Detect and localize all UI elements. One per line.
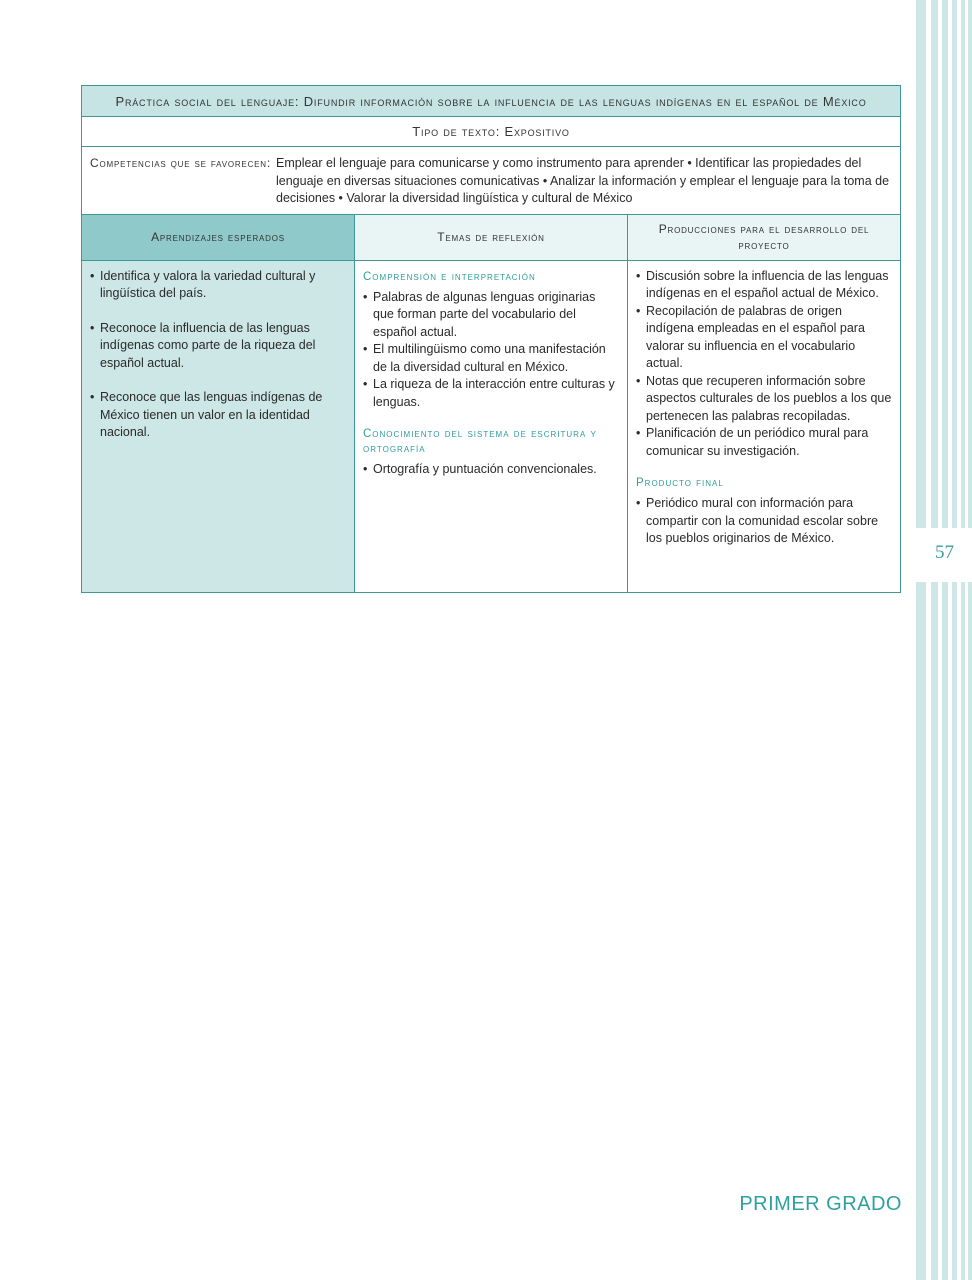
list-item: • Discusión sobre la influencia de las lenguas indígenas en el español actual de México.	[636, 268, 892, 303]
temas-list	[363, 461, 619, 479]
list-item: • Periódico mural con información para compartir con la comunidad escolar sobre los pueblos originarios de México.	[636, 495, 892, 548]
competencias-text: Emplear el lenguaje para comunicarse y como instrumento para aprender • Identificar las propiedades del lenguaje en diversas situaciones comunicativas • Analizar la información y emplear el lenguaje para la toma de decisiones • Valorar la diversidad lingüística y cultural de México	[276, 156, 890, 205]
section-title: Producto final	[636, 477, 724, 489]
producciones-column	[628, 215, 900, 592]
list-item: • Palabras de algunas lenguas originarias que forman parte del vocabulario del español actual.	[363, 289, 619, 342]
social-practice-title: Práctica social del lenguaje: Difundir información sobre la influencia de las lenguas indígenas en el español de México	[82, 86, 900, 117]
grade-label: PRIMER GRADO	[739, 1193, 902, 1215]
temas-list	[363, 289, 619, 412]
temas-heading: Temas de reflexión	[355, 215, 627, 261]
decorative-stripes	[912, 0, 972, 1280]
producciones-body	[628, 261, 900, 592]
competencias-label: Competencias que se favorecen:	[90, 156, 271, 170]
producto-final-list	[636, 495, 892, 548]
list-item: • Reconoce la influencia de las lenguas indígenas como parte de la riqueza del español actual.	[90, 320, 346, 373]
list-item: • Ortografía y puntuación convencionales.	[363, 461, 619, 479]
section-title: Comprensión e interpretación	[363, 270, 536, 283]
list-item: • El multilingüismo como una manifestación de la diversidad cultural en México.	[363, 341, 619, 376]
producciones-list	[636, 268, 892, 461]
content-columns	[82, 215, 900, 592]
list-item: • Recopilación de palabras de origen indígena empleadas en el español para valorar su influencia en el vocabulario actual.	[636, 303, 892, 373]
aprendizajes-body	[82, 261, 354, 592]
list-item: • Planificación de un periódico mural para comunicar su investigación.	[636, 425, 892, 460]
section-title: Conocimiento del sistema de escritura y ortografía	[363, 428, 597, 455]
list-item: • La riqueza de la interacción entre culturas y lenguas.	[363, 376, 619, 411]
list-item: • Notas que recuperen información sobre aspectos culturales de los pueblos a los que pertenecen las palabras recopiladas.	[636, 373, 892, 426]
producciones-heading-text: Producciones para el desarrollo del proyecto	[658, 222, 870, 252]
list-item: • Reconoce que las lenguas indígenas de México tienen un valor en la identidad nacional.	[90, 389, 346, 442]
temas-column	[355, 215, 628, 592]
aprendizajes-column	[82, 215, 355, 592]
aprendizajes-list	[90, 268, 346, 442]
producciones-heading	[628, 215, 900, 261]
page-number: 57	[935, 542, 954, 563]
competencias-row	[82, 147, 900, 215]
text-type: Tipo de texto: Expositivo	[82, 117, 900, 147]
aprendizajes-heading: Aprendizajes esperados	[82, 215, 354, 261]
list-item: • Identifica y valora la variedad cultural y lingüística del país.	[90, 268, 346, 303]
temas-body	[355, 261, 627, 592]
program-table	[81, 85, 901, 593]
